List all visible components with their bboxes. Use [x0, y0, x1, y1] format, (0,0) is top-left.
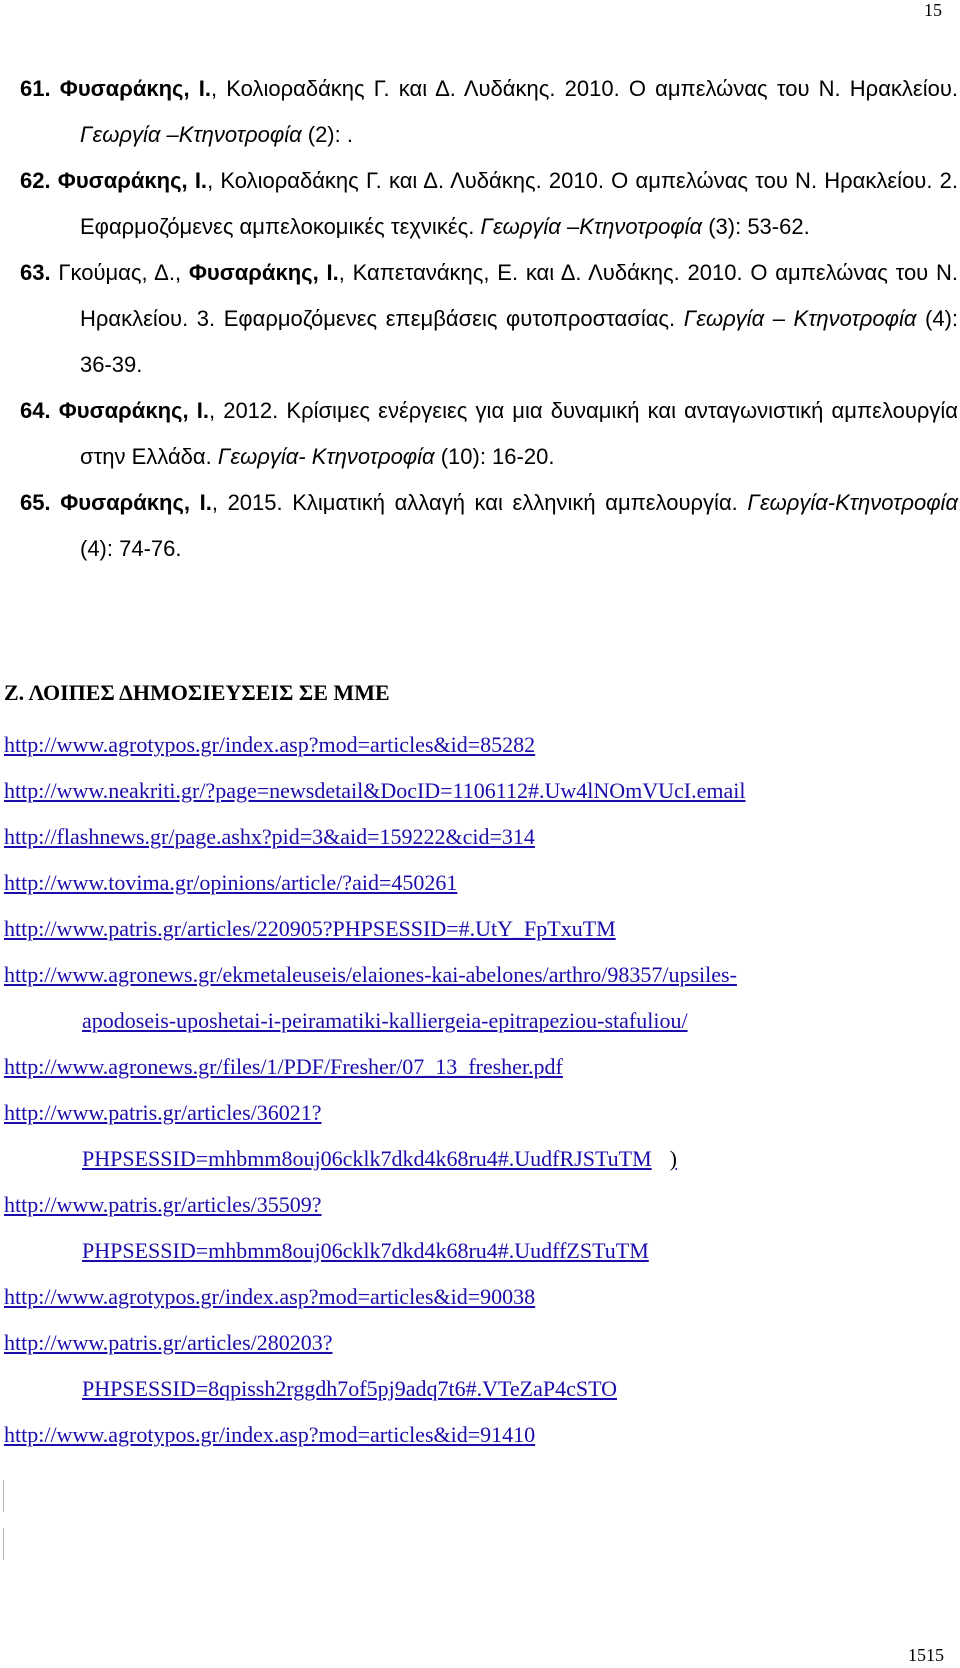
reference-journal: Γεωργία –Κτηνοτροφία [480, 214, 703, 239]
reference-author: Φυσαράκης, Ι. [59, 76, 211, 101]
reference-issue: (4): 36-39. [80, 306, 959, 377]
link-text: http://www.agronews.gr/ekmetaleuseis/elaiones-kai-abelones/arthro/98357/upsiles- [4, 962, 737, 987]
link-text-continuation: PHPSESSID=mhbmm8ouj06cklk7dkd4k68ru4#.UudffZSTuTM [82, 1238, 649, 1263]
text-cursor-mark [3, 1528, 4, 1560]
reference-text: , 2012. Κρίσιμες ενέργειες για μια δυναμική και ανταγωνιστική αμπελουργία στην Ελλάδα. [80, 398, 958, 469]
link-text-part: PHPSESSID=mhbmm8ouj06cklk7dkd4k68ru4#.UudfRJSTuTM [82, 1146, 652, 1171]
link-text: http://www.agrotypos.gr/index.asp?mod=articles&id=85282 [4, 732, 536, 757]
media-link[interactable] [4, 1274, 954, 1320]
link-text: http://www.patris.gr/articles/220905?PHPSESSID=#.UtY_FpTxuTM [4, 916, 616, 941]
link-text: http://www.agrotypos.gr/index.asp?mod=articles&id=90038 [4, 1284, 536, 1309]
page-number-bottom: 1515 [908, 1645, 944, 1665]
reference-issue: (3): 53-62. [702, 214, 810, 239]
link-text: http://www.patris.gr/articles/36021? [4, 1100, 322, 1125]
reference-item [20, 158, 958, 250]
reference-author: Φυσαράκης, Ι. [188, 260, 339, 285]
reference-text: , 2015. Κλιματική αλλαγή και ελληνική αμπελουργία. [211, 490, 748, 515]
reference-number: 63. [20, 260, 51, 285]
media-link[interactable] [4, 860, 954, 906]
media-link-list [4, 722, 954, 1458]
reference-issue: (10): 16-20. [434, 444, 555, 469]
media-link[interactable] [4, 1182, 954, 1274]
media-link[interactable] [4, 906, 954, 952]
trailing-parenthesis: ) [669, 1146, 677, 1171]
reference-issue: (4): 74-76. [80, 536, 182, 561]
section-title: Ζ. ΛΟΙΠΕΣ ΔΗΜΟΣΙΕΥΣΕΙΣ ΣΕ ΜΜΕ [4, 680, 390, 705]
media-link-wrapper [4, 1090, 954, 1182]
reference-list [20, 66, 958, 572]
link-text: http://www.patris.gr/articles/280203? [4, 1330, 333, 1355]
reference-author: Φυσαράκης, Ι. [58, 398, 209, 423]
reference-author: Φυσαράκης, Ι. [60, 490, 212, 515]
link-text: http://www.patris.gr/articles/35509? [4, 1192, 322, 1217]
reference-issue: (2): . [301, 122, 353, 147]
reference-journal: Γεωργία –Κτηνοτροφία [80, 122, 302, 147]
link-text: http://www.neakriti.gr/?page=newsdetail&DocID=1106112#.Uw4lNOmVUcI.email [4, 778, 746, 803]
reference-journal: Γεωργία-Κτηνοτροφία [747, 490, 958, 515]
reference-number: 62. [20, 168, 51, 193]
page-number-top: 15 [924, 0, 942, 20]
reference-author: Φυσαράκης, Ι. [57, 168, 208, 193]
reference-text: , Κολιοραδάκης Γ. και Δ. Λυδάκης. 2010. Ο αμπελώνας του Ν. Ηρακλείου. [210, 76, 958, 101]
link-text: http://www.tovima.gr/opinions/article/?aid=450261 [4, 870, 458, 895]
reference-journal: Γεωργία – Κτηνοτροφία [683, 306, 917, 331]
media-link[interactable] [4, 768, 954, 814]
text-cursor-mark [3, 1480, 4, 1512]
link-text: http://flashnews.gr/page.ashx?pid=3&aid=159222&cid=314 [4, 824, 535, 849]
media-link[interactable] [4, 1090, 954, 1182]
media-link[interactable] [4, 1412, 954, 1458]
reference-number: 64. [20, 398, 51, 423]
media-link[interactable] [4, 1320, 954, 1412]
reference-text: , Κολιοραδάκης Γ. και Δ. Λυδάκης. 2010. Ο αμπελώνας του Ν. Ηρακλείου. 2. Εφαρμοζόμενες αμπελοκομικές τεχνικές. [80, 168, 958, 239]
reference-item [20, 388, 958, 480]
link-text-continuation [4, 1136, 954, 1182]
media-link[interactable] [4, 814, 954, 860]
media-link[interactable] [4, 952, 954, 1044]
reference-item [20, 66, 958, 158]
media-link[interactable] [4, 722, 954, 768]
media-link[interactable] [4, 1044, 954, 1090]
link-text: http://www.agrotypos.gr/index.asp?mod=articles&id=91410 [4, 1422, 536, 1447]
link-text-continuation: PHPSESSID=8qpissh2rggdh7of5pj9adq7t6#.VTeZaP4cSTO [82, 1376, 618, 1401]
link-text: http://www.agronews.gr/files/1/PDF/Fresher/07_13_fresher.pdf [4, 1054, 563, 1079]
reference-number: 61. [20, 76, 51, 101]
reference-coauthor: Γκούμας, Δ., [50, 260, 189, 285]
reference-text: , Καπετανάκης, Ε. και Δ. Λυδάκης. 2010. Ο αμπελώνας του Ν. Ηρακλείου. 3. Εφαρμοζόμενες επεμβάσεις φυτοπροστασίας. [80, 260, 958, 331]
reference-journal: Γεωργία- Κτηνοτροφία [217, 444, 435, 469]
reference-item [20, 250, 958, 388]
reference-number: 65. [20, 490, 51, 515]
reference-item [20, 480, 958, 572]
link-text-continuation: apodoseis-uposhetai-i-peiramatiki-kalliergeia-epitrapeziou-stafuliou/ [82, 1008, 688, 1033]
